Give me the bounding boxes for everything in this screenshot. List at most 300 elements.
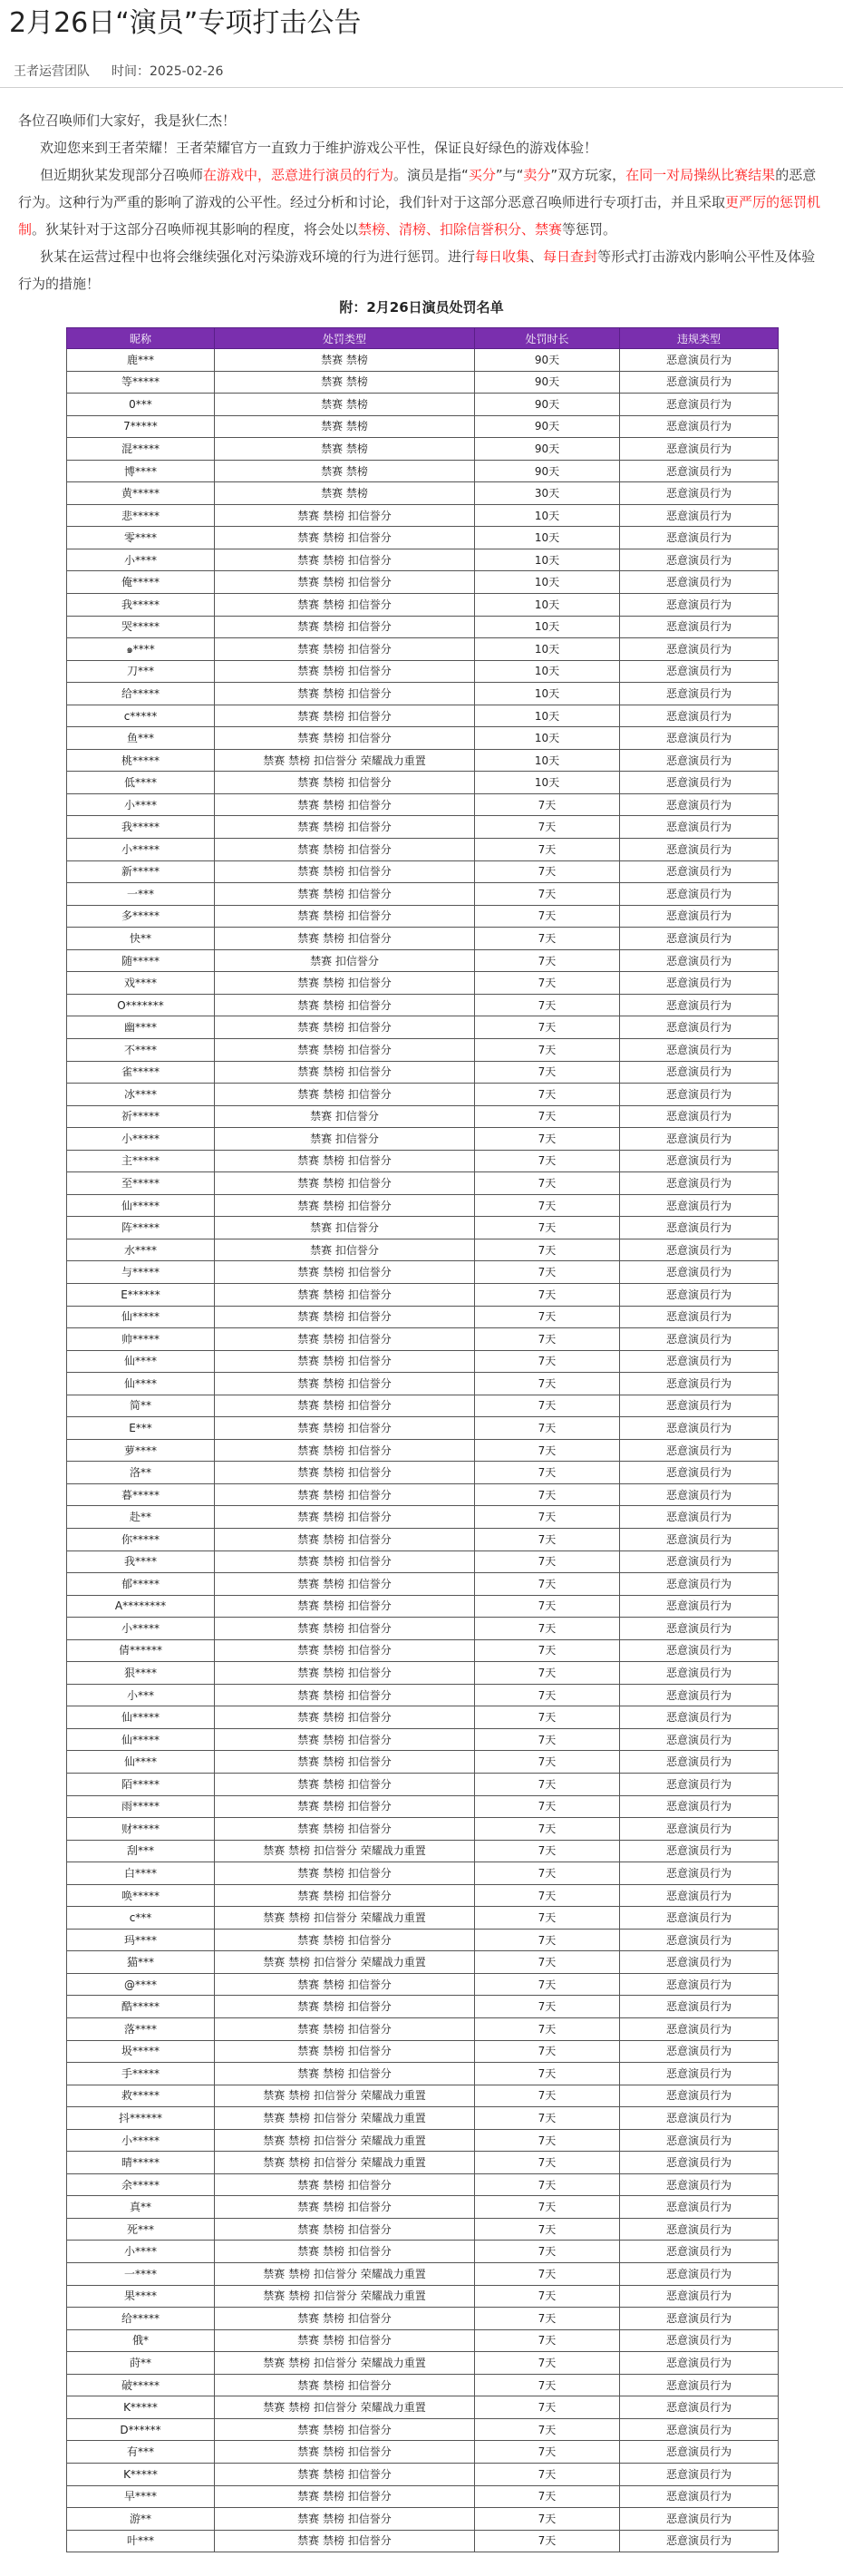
cell-nickname: 一****	[67, 2263, 215, 2286]
cell-duration: 7天	[475, 1840, 620, 1862]
cell-nickname: 低****	[67, 772, 215, 794]
cell-violation-type: 恶意演员行为	[620, 1595, 779, 1618]
cell-penalty-type: 禁赛 禁榜	[215, 415, 475, 438]
cell-nickname: 白****	[67, 1862, 215, 1885]
cell-nickname: 落****	[67, 2018, 215, 2041]
cell-nickname: @****	[67, 1973, 215, 1996]
cell-violation-type: 恶意演员行为	[620, 883, 779, 906]
cell-duration: 7天	[475, 2129, 620, 2152]
cell-penalty-type: 禁赛 禁榜 扣信誉分	[215, 1483, 475, 1506]
table-row	[67, 2463, 779, 2485]
cell-duration: 7天	[475, 1084, 620, 1106]
table-row	[67, 1618, 779, 1640]
cell-penalty-type: 禁赛 禁榜 扣信誉分	[215, 2441, 475, 2464]
cell-nickname: 小*****	[67, 1618, 215, 1640]
table-row	[67, 905, 779, 928]
table-row	[67, 1550, 779, 1573]
header-penalty-type: 处罚类型	[215, 328, 475, 349]
cell-penalty-type: 禁赛 禁榜 扣信誉分 荣耀战力重置	[215, 2152, 475, 2174]
table-row	[67, 1038, 779, 1061]
cell-violation-type: 恶意演员行为	[620, 727, 779, 750]
cell-penalty-type: 禁赛 禁榜 扣信誉分	[215, 1439, 475, 1462]
cell-penalty-type: 禁赛 禁榜 扣信誉分 荣耀战力重置	[215, 1951, 475, 1974]
publish-date: 2025-02-26	[150, 64, 224, 79]
table-row	[67, 438, 779, 461]
cell-penalty-type: 禁赛 禁榜 扣信誉分	[215, 2508, 475, 2531]
table-row	[67, 2374, 779, 2396]
cell-nickname: 祈*****	[67, 1105, 215, 1128]
cell-penalty-type: 禁赛 禁榜 扣信誉分	[215, 1172, 475, 1195]
cell-penalty-type: 禁赛 禁榜 扣信誉分	[215, 1306, 475, 1328]
cell-duration: 7天	[475, 1150, 620, 1172]
table-row	[67, 1840, 779, 1862]
cell-penalty-type: 禁赛 禁榜 扣信誉分	[215, 2241, 475, 2263]
cell-duration: 7天	[475, 1639, 620, 1662]
table-row	[67, 2530, 779, 2552]
cell-penalty-type: 禁赛 禁榜	[215, 438, 475, 461]
cell-violation-type: 恶意演员行为	[620, 1261, 779, 1284]
body-text: 。狄某针对于这部分召唤师视其影响的程度，将会处以	[32, 221, 359, 238]
cell-duration: 7天	[475, 2263, 620, 2286]
cell-nickname: K*****	[67, 2396, 215, 2419]
cell-violation-type: 恶意演员行为	[620, 816, 779, 839]
page-title: 2月26日“演员”专项打击公告	[9, 7, 362, 39]
cell-duration: 7天	[475, 1239, 620, 1261]
cell-violation-type: 恶意演员行为	[620, 1462, 779, 1484]
table-row	[67, 1884, 779, 1907]
cell-penalty-type: 禁赛 禁榜 扣信誉分	[215, 504, 475, 527]
cell-violation-type: 恶意演员行为	[620, 1150, 779, 1172]
cell-nickname: 零****	[67, 527, 215, 549]
cell-penalty-type: 禁赛 禁榜 扣信誉分	[215, 1774, 475, 1796]
cell-nickname: 洛**	[67, 1462, 215, 1484]
table-row	[67, 660, 779, 683]
table-row	[67, 1506, 779, 1529]
cell-duration: 7天	[475, 1128, 620, 1151]
table-row	[67, 860, 779, 883]
cell-nickname: 小****	[67, 793, 215, 816]
cell-penalty-type: 禁赛 禁榜 扣信誉分	[215, 1462, 475, 1484]
cell-violation-type: 恶意演员行为	[620, 1217, 779, 1239]
cell-penalty-type: 禁赛 禁榜	[215, 460, 475, 482]
cell-violation-type: 恶意演员行为	[620, 1306, 779, 1328]
cell-duration: 7天	[475, 1818, 620, 1841]
cell-penalty-type: 禁赛 禁榜 扣信誉分 荣耀战力重置	[215, 2263, 475, 2286]
cell-nickname: 抖******	[67, 2107, 215, 2130]
cell-duration: 7天	[475, 2152, 620, 2174]
table-row	[67, 1483, 779, 1506]
cell-duration: 10天	[475, 594, 620, 617]
table-row	[67, 1128, 779, 1151]
cell-nickname: 仙****	[67, 1350, 215, 1373]
cell-duration: 7天	[475, 2173, 620, 2196]
cell-penalty-type: 禁赛 禁榜 扣信誉分	[215, 2485, 475, 2508]
table-title: 附：2月26日演员处罚名单	[339, 299, 504, 316]
penalty-table	[66, 327, 779, 2552]
cell-duration: 10天	[475, 749, 620, 772]
cell-violation-type: 恶意演员行为	[620, 2173, 779, 2196]
table-row	[67, 1818, 779, 1841]
cell-nickname: 阵*****	[67, 1217, 215, 1239]
cell-violation-type: 恶意演员行为	[620, 571, 779, 594]
cell-duration: 7天	[475, 2107, 620, 2130]
cell-violation-type: 恶意演员行为	[620, 1439, 779, 1462]
cell-penalty-type: 禁赛 禁榜 扣信誉分	[215, 2329, 475, 2352]
divider	[0, 87, 843, 88]
table-row	[67, 1573, 779, 1596]
cell-penalty-type: 禁赛 禁榜 扣信誉分	[215, 860, 475, 883]
cell-nickname: 简**	[67, 1395, 215, 1417]
table-row	[67, 1751, 779, 1774]
cell-penalty-type: 禁赛 禁榜 扣信誉分 荣耀战力重置	[215, 2285, 475, 2308]
cell-duration: 10天	[475, 772, 620, 794]
cell-duration: 7天	[475, 2418, 620, 2441]
cell-violation-type: 恶意演员行为	[620, 1706, 779, 1729]
cell-penalty-type: 禁赛 禁榜 扣信誉分 荣耀战力重置	[215, 2396, 475, 2419]
cell-duration: 7天	[475, 1973, 620, 1996]
cell-penalty-type: 禁赛 禁榜 扣信誉分	[215, 905, 475, 928]
cell-penalty-type: 禁赛 禁榜 扣信誉分	[215, 549, 475, 571]
cell-violation-type: 恶意演员行为	[620, 1751, 779, 1774]
cell-penalty-type: 禁赛 禁榜 扣信誉分	[215, 994, 475, 1016]
table-row	[67, 1306, 779, 1328]
table-row	[67, 2218, 779, 2241]
cell-duration: 7天	[475, 2329, 620, 2352]
highlight-text: 买分	[468, 167, 496, 183]
table-row	[67, 1172, 779, 1195]
cell-nickname: 混*****	[67, 438, 215, 461]
cell-penalty-type: 禁赛 禁榜 扣信誉分	[215, 1506, 475, 1529]
cell-duration: 7天	[475, 883, 620, 906]
cell-duration: 7天	[475, 1684, 620, 1706]
cell-violation-type: 恶意演员行为	[620, 504, 779, 527]
cell-violation-type: 恶意演员行为	[620, 705, 779, 727]
cell-violation-type: 恶意演员行为	[620, 1328, 779, 1351]
cell-violation-type: 恶意演员行为	[620, 1728, 779, 1751]
body-text: 。演员是指“	[393, 167, 469, 183]
table-row	[67, 1728, 779, 1751]
cell-nickname: 桃*****	[67, 749, 215, 772]
cell-violation-type: 恶意演员行为	[620, 2396, 779, 2419]
cell-penalty-type: 禁赛 禁榜 扣信誉分	[215, 1706, 475, 1729]
cell-violation-type: 恶意演员行为	[620, 2129, 779, 2152]
cell-violation-type: 恶意演员行为	[620, 949, 779, 972]
table-row	[67, 1706, 779, 1729]
cell-duration: 7天	[475, 1462, 620, 1484]
cell-violation-type: 恶意演员行为	[620, 2530, 779, 2552]
table-row	[67, 839, 779, 861]
cell-nickname: 你*****	[67, 1528, 215, 1550]
cell-nickname: 果****	[67, 2285, 215, 2308]
cell-penalty-type: 禁赛 禁榜 扣信誉分 荣耀战力重置	[215, 2085, 475, 2107]
table-row	[67, 705, 779, 727]
cell-violation-type: 恶意演员行为	[620, 2329, 779, 2352]
highlight-text: 每日收集	[475, 248, 530, 265]
cell-duration: 7天	[475, 949, 620, 972]
table-row	[67, 2152, 779, 2174]
table-row	[67, 1595, 779, 1618]
cell-violation-type: 恶意演员行为	[620, 860, 779, 883]
table-row	[67, 816, 779, 839]
cell-nickname: 雨*****	[67, 1795, 215, 1818]
table-row	[67, 1662, 779, 1685]
cell-violation-type: 恶意演员行为	[620, 371, 779, 394]
cell-violation-type: 恶意演员行为	[620, 1038, 779, 1061]
cell-nickname: 俺*****	[67, 571, 215, 594]
cell-penalty-type: 禁赛 禁榜 扣信誉分	[215, 1684, 475, 1706]
cell-violation-type: 恶意演员行为	[620, 1194, 779, 1217]
cell-nickname: 仙****	[67, 1373, 215, 1395]
cell-violation-type: 恶意演员行为	[620, 994, 779, 1016]
table-row	[67, 638, 779, 661]
cell-penalty-type: 禁赛 禁榜 扣信誉分	[215, 1662, 475, 1685]
cell-duration: 7天	[475, 1506, 620, 1529]
intro-paragraph: 欢迎您来到王者荣耀！王者荣耀官方一直致力于维护游戏公平性，保证良好绿色的游戏体验！	[40, 140, 598, 156]
cell-penalty-type: 禁赛 禁榜 扣信誉分	[215, 1728, 475, 1751]
header-violation-type: 违规类型	[620, 328, 779, 349]
cell-penalty-type: 禁赛 禁榜	[215, 482, 475, 505]
table-row	[67, 2018, 779, 2041]
cell-violation-type: 恶意演员行为	[620, 793, 779, 816]
cell-nickname: 倩******	[67, 1639, 215, 1662]
cell-violation-type: 恶意演员行为	[620, 928, 779, 950]
header-duration: 处罚时长	[475, 328, 620, 349]
table-row	[67, 2396, 779, 2419]
cell-duration: 7天	[475, 816, 620, 839]
cell-nickname: 刀***	[67, 660, 215, 683]
cell-violation-type: 恶意演员行为	[620, 2485, 779, 2508]
cell-penalty-type: 禁赛 禁榜 扣信誉分	[215, 638, 475, 661]
cell-nickname: 破*****	[67, 2374, 215, 2396]
cell-penalty-type: 禁赛 禁榜 扣信誉分	[215, 1528, 475, 1550]
cell-violation-type: 恶意演员行为	[620, 1016, 779, 1039]
cell-penalty-type: 禁赛 禁榜 扣信誉分	[215, 1818, 475, 1841]
table-row	[67, 1061, 779, 1084]
cell-violation-type: 恶意演员行为	[620, 460, 779, 482]
body-text: 狄某在运营过程中也将会继续强化对污染游戏环境的行为进行惩罚。进行	[40, 248, 476, 265]
cell-duration: 7天	[475, 1528, 620, 1550]
cell-penalty-type: 禁赛 禁榜 扣信誉分	[215, 928, 475, 950]
cell-violation-type: 恶意演员行为	[620, 1929, 779, 1951]
cell-duration: 7天	[475, 905, 620, 928]
body-text: ”与“	[495, 167, 524, 183]
cell-duration: 7天	[475, 2308, 620, 2330]
cell-nickname: 圾*****	[67, 2040, 215, 2063]
table-row	[67, 949, 779, 972]
cell-duration: 10天	[475, 705, 620, 727]
cell-penalty-type: 禁赛 禁榜 扣信誉分 荣耀战力重置	[215, 1840, 475, 1862]
table-row	[67, 527, 779, 549]
cell-violation-type: 恶意演员行为	[620, 616, 779, 638]
cell-violation-type: 恶意演员行为	[620, 415, 779, 438]
table-row	[67, 1217, 779, 1239]
cell-nickname: 萝****	[67, 1439, 215, 1462]
cell-nickname: O*******	[67, 994, 215, 1016]
table-row	[67, 793, 779, 816]
body-text: 等形式打击游戏内影响公平性及体验行为的措施！	[18, 248, 816, 292]
cell-nickname: 水****	[67, 1239, 215, 1261]
cell-violation-type: 恶意演员行为	[620, 1128, 779, 1151]
cell-duration: 7天	[475, 2530, 620, 2552]
cell-penalty-type: 禁赛 禁榜 扣信誉分	[215, 527, 475, 549]
table-row	[67, 2040, 779, 2063]
cell-duration: 7天	[475, 2463, 620, 2485]
table-row	[67, 1328, 779, 1351]
cell-violation-type: 恶意演员行为	[620, 1084, 779, 1106]
table-row	[67, 2485, 779, 2508]
cell-nickname: 小*****	[67, 1128, 215, 1151]
table-row	[67, 2308, 779, 2330]
cell-nickname: 赴**	[67, 1506, 215, 1529]
cell-nickname: 财*****	[67, 1818, 215, 1841]
cell-penalty-type: 禁赛 禁榜 扣信誉分	[215, 727, 475, 750]
cell-penalty-type: 禁赛 禁榜 扣信誉分	[215, 2040, 475, 2063]
cell-nickname: 俄*	[67, 2329, 215, 2352]
cell-nickname: 仙*****	[67, 1194, 215, 1217]
cell-violation-type: 恶意演员行为	[620, 2196, 779, 2219]
cell-nickname: 冰****	[67, 1084, 215, 1106]
cell-penalty-type: 禁赛 禁榜 扣信誉分	[215, 883, 475, 906]
penalty-table-body	[67, 349, 779, 2552]
table-row	[67, 1929, 779, 1951]
cell-duration: 7天	[475, 1795, 620, 1818]
table-row	[67, 1996, 779, 2018]
cell-violation-type: 恶意演员行为	[620, 2107, 779, 2130]
table-row	[67, 482, 779, 505]
cell-duration: 7天	[475, 2374, 620, 2396]
cell-duration: 7天	[475, 1350, 620, 1373]
cell-violation-type: 恶意演员行为	[620, 1662, 779, 1685]
cell-duration: 10天	[475, 616, 620, 638]
cell-nickname: 仙*****	[67, 1306, 215, 1328]
cell-nickname: 我*****	[67, 816, 215, 839]
highlight-text: 更严厉的惩罚机制	[18, 194, 821, 238]
cell-nickname: 小****	[67, 2241, 215, 2263]
cell-penalty-type: 禁赛 禁榜 扣信誉分	[215, 1595, 475, 1618]
cell-nickname: 暮*****	[67, 1483, 215, 1506]
cell-violation-type: 恶意演员行为	[620, 1483, 779, 1506]
cell-penalty-type: 禁赛 禁榜 扣信誉分	[215, 1996, 475, 2018]
table-row	[67, 1417, 779, 1440]
cell-penalty-type: 禁赛 禁榜 扣信誉分	[215, 2418, 475, 2441]
cell-penalty-type: 禁赛 禁榜 扣信誉分	[215, 1573, 475, 1596]
header-nickname: 昵称	[67, 328, 215, 349]
cell-violation-type: 恶意演员行为	[620, 1618, 779, 1640]
cell-penalty-type: 禁赛 禁榜 扣信誉分	[215, 616, 475, 638]
cell-penalty-type: 禁赛 禁榜	[215, 349, 475, 372]
cell-violation-type: 恶意演员行为	[620, 1395, 779, 1417]
body-text: ”双方玩家，	[550, 167, 626, 183]
cell-duration: 7天	[475, 1774, 620, 1796]
cell-duration: 7天	[475, 1884, 620, 1907]
cell-nickname: E******	[67, 1283, 215, 1306]
table-row	[67, 772, 779, 794]
cell-duration: 7天	[475, 1061, 620, 1084]
table-row	[67, 749, 779, 772]
cell-nickname: 给*****	[67, 2308, 215, 2330]
cell-nickname: 新*****	[67, 860, 215, 883]
cell-duration: 7天	[475, 994, 620, 1016]
cell-violation-type: 恶意演员行为	[620, 2241, 779, 2263]
cell-violation-type: 恶意演员行为	[620, 2285, 779, 2308]
table-row	[67, 928, 779, 950]
table-row	[67, 683, 779, 705]
cell-nickname: 戏****	[67, 972, 215, 995]
cell-penalty-type: 禁赛 禁榜 扣信誉分	[215, 1061, 475, 1084]
author: 王者运营团队	[14, 64, 90, 79]
cell-duration: 7天	[475, 1172, 620, 1195]
cell-violation-type: 恶意演员行为	[620, 2418, 779, 2441]
cell-penalty-type: 禁赛 禁榜 扣信誉分	[215, 1283, 475, 1306]
cell-duration: 90天	[475, 438, 620, 461]
cell-violation-type: 恶意演员行为	[620, 2508, 779, 2531]
cell-duration: 7天	[475, 2218, 620, 2241]
cell-violation-type: 恶意演员行为	[620, 660, 779, 683]
cell-nickname: E***	[67, 1417, 215, 1440]
cell-violation-type: 恶意演员行为	[620, 1373, 779, 1395]
cell-duration: 90天	[475, 394, 620, 416]
table-row	[67, 994, 779, 1016]
cell-nickname: 小****	[67, 549, 215, 571]
cell-duration: 90天	[475, 460, 620, 482]
cell-penalty-type: 禁赛 禁榜 扣信誉分	[215, 1084, 475, 1106]
table-row	[67, 1774, 779, 1796]
article-body	[18, 107, 825, 297]
table-row	[67, 1795, 779, 1818]
cell-violation-type: 恶意演员行为	[620, 1862, 779, 1885]
cell-nickname: 7*****	[67, 415, 215, 438]
cell-violation-type: 恶意演员行为	[620, 2152, 779, 2174]
cell-violation-type: 恶意演员行为	[620, 1639, 779, 1662]
table-row	[67, 1084, 779, 1106]
table-row	[67, 504, 779, 527]
cell-violation-type: 恶意演员行为	[620, 2218, 779, 2241]
cell-violation-type: 恶意演员行为	[620, 683, 779, 705]
cell-violation-type: 恶意演员行为	[620, 1996, 779, 2018]
cell-duration: 7天	[475, 1483, 620, 1506]
cell-penalty-type: 禁赛 禁榜 扣信誉分	[215, 683, 475, 705]
cell-nickname: 有***	[67, 2441, 215, 2464]
cell-penalty-type: 禁赛 扣信誉分	[215, 1217, 475, 1239]
cell-nickname: 幽****	[67, 1016, 215, 1039]
cell-duration: 10天	[475, 660, 620, 683]
cell-penalty-type: 禁赛 禁榜 扣信誉分 荣耀战力重置	[215, 749, 475, 772]
cell-duration: 10天	[475, 683, 620, 705]
cell-duration: 7天	[475, 1550, 620, 1573]
cell-penalty-type: 禁赛 禁榜 扣信誉分	[215, 1016, 475, 1039]
cell-duration: 7天	[475, 1996, 620, 2018]
table-row	[67, 1350, 779, 1373]
cell-penalty-type: 禁赛 禁榜 扣信誉分	[215, 1417, 475, 1440]
cell-nickname: 哭*****	[67, 616, 215, 638]
cell-violation-type: 恶意演员行为	[620, 2463, 779, 2485]
table-row	[67, 2508, 779, 2531]
cell-duration: 7天	[475, 1105, 620, 1128]
cell-nickname: 一***	[67, 883, 215, 906]
cell-penalty-type: 禁赛 禁榜 扣信誉分	[215, 1373, 475, 1395]
table-row	[67, 2329, 779, 2352]
cell-duration: 7天	[475, 1595, 620, 1618]
cell-duration: 7天	[475, 1751, 620, 1774]
table-row	[67, 1973, 779, 1996]
cell-violation-type: 恶意演员行为	[620, 1884, 779, 1907]
cell-penalty-type: 禁赛 扣信誉分	[215, 1128, 475, 1151]
cell-nickname: 与*****	[67, 1261, 215, 1284]
cell-penalty-type: 禁赛 禁榜 扣信誉分	[215, 1194, 475, 1217]
cell-penalty-type: 禁赛 禁榜 扣信誉分	[215, 1395, 475, 1417]
greeting: 各位召唤师们大家好，我是狄仁杰！	[18, 112, 237, 129]
cell-penalty-type: 禁赛 扣信誉分	[215, 1239, 475, 1261]
